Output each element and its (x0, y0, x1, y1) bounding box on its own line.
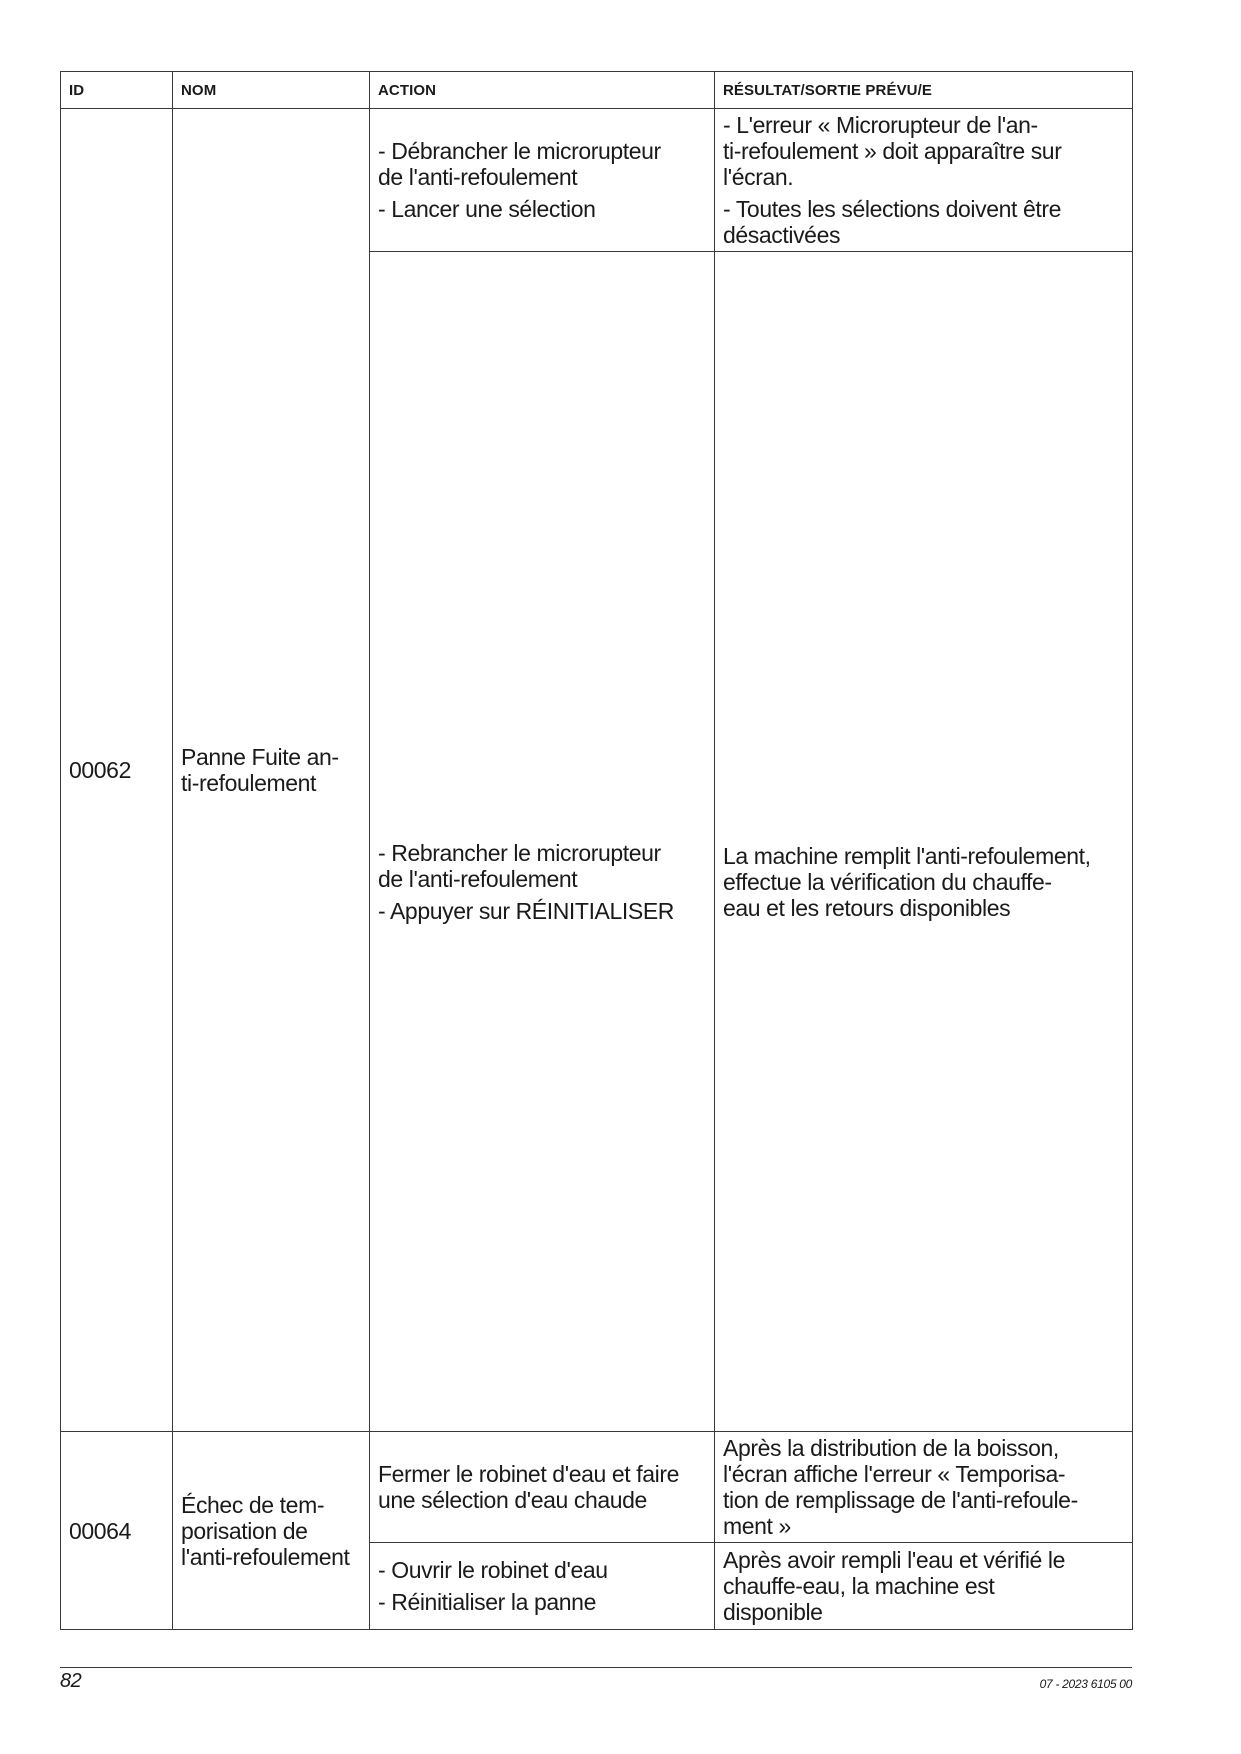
action-cell: - Rebrancher le microrupteur de l'anti-refoulement - Appuyer sur RÉINITIALISER (370, 252, 715, 1432)
result-cell: Après la distribution de la boisson, l'écran affiche l'erreur « Temporisa- tion de remplissage de l'anti-refoule- ment » (715, 1432, 1133, 1543)
action-cell: - Débrancher le microrupteur de l'anti-refoulement - Lancer une sélection (370, 109, 715, 252)
id-cell: 00062 (61, 109, 173, 1432)
document-reference: 07 - 2023 6105 00 (1039, 1677, 1132, 1691)
action-cell: - Ouvrir le robinet d'eau - Réinitialiser la panne (370, 1543, 715, 1630)
action-cell: Fermer le robinet d'eau et faire une sélection d'eau chaude (370, 1432, 715, 1543)
header-action: ACTION (370, 72, 715, 109)
page-number: 82 (60, 1670, 82, 1692)
header-nom: NOM (173, 72, 370, 109)
header-resultat: RÉSULTAT/SORTIE PRÉVU/E (715, 72, 1133, 109)
result-cell: La machine remplit l'anti-refoulement, effectue la vérification du chauffe- eau et les retours disponibles (715, 252, 1133, 1432)
result-cell: - L'erreur « Microrupteur de l'an- ti-refoulement » doit apparaître sur l'écran. - Toutes les sélections doivent être désactivées (715, 109, 1133, 252)
test-table (60, 71, 1133, 1630)
table-row (61, 109, 1133, 252)
result-cell: Après avoir rempli l'eau et vérifié le chauffe-eau, la machine est disponible (715, 1543, 1133, 1630)
name-cell: Panne Fuite an- ti-refoulement (173, 109, 370, 1432)
header-id: ID (61, 72, 173, 109)
id-cell: 00064 (61, 1432, 173, 1630)
name-cell: Échec de tem- porisation de l'anti-refoulement (173, 1432, 370, 1630)
header-row (61, 72, 1133, 109)
footer-divider (60, 1667, 1132, 1668)
table-row (61, 1432, 1133, 1543)
